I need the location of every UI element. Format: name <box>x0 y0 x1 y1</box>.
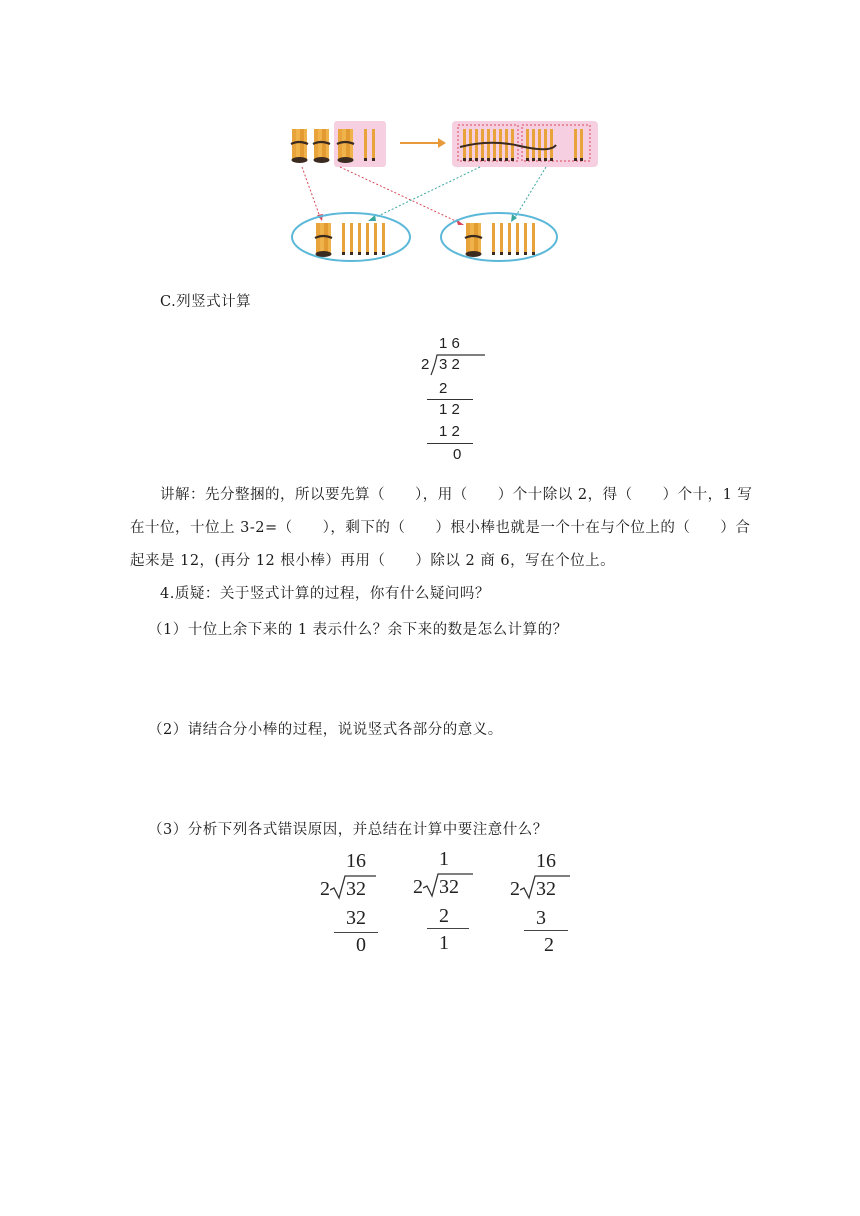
question4-q2: （2）请结合分小棒的过程，说说竖式各部分的意义。 <box>148 722 503 738</box>
question4-q1: （1）十位上余下来的 1 表示什么？余下来的数是怎么计算的？ <box>148 622 568 638</box>
step1: 2 <box>439 380 448 397</box>
question4-title: 4.质疑：关于竖式计算的过程，你有什么疑问吗？ <box>160 586 490 602</box>
error-example-2 <box>413 848 483 958</box>
explanation-line-3: 起来是 12，(再分 12 根小棒）再用（ ）除以 2 商 6，写在个位上。 <box>130 553 616 569</box>
error-remainder: 2 <box>544 934 554 956</box>
explanation-line-2: 在十位，十位上 3-2=（ ），剩下的（ ）根小棒也就是一个十在与个位上的（ ）合 <box>130 520 751 536</box>
divisor: 2 <box>421 356 430 373</box>
error-remainder: 0 <box>356 934 366 956</box>
step3: 1 2 <box>439 423 460 440</box>
error-divisor: 2 <box>413 876 423 898</box>
error-example-1 <box>320 850 390 960</box>
error-quotient: 16 <box>346 850 366 872</box>
bundled-sticks-figure <box>280 115 610 275</box>
dividend: 3 2 <box>439 356 460 373</box>
explanation-line-1: 讲解：先分整捆的，所以要先算（ ），用（ ）个十除以 2，得（ ）个十，1 写 <box>160 487 753 503</box>
error-example-3 <box>510 850 580 960</box>
sticks-diagram-icon <box>280 115 610 275</box>
section-c-heading: C.列竖式计算 <box>160 294 252 310</box>
error-dividend: 32 <box>346 878 366 900</box>
error-quotient: 16 <box>536 850 556 872</box>
error-step: 3 <box>536 907 546 929</box>
step2: 1 2 <box>439 401 460 418</box>
error-remainder: 1 <box>439 932 449 954</box>
long-division <box>415 335 495 465</box>
error-dividend: 32 <box>536 878 556 900</box>
error-divisor: 2 <box>510 878 520 900</box>
error-divisor: 2 <box>320 878 330 900</box>
error-step: 32 <box>346 907 366 929</box>
quotient: 1 6 <box>439 335 460 352</box>
question4-q3: （3）分析下列各式错误原因，并总结在计算中要注意什么？ <box>148 822 548 838</box>
error-quotient: 1 <box>439 848 449 870</box>
remainder: 0 <box>453 446 462 463</box>
error-dividend: 32 <box>439 876 459 898</box>
error-step: 2 <box>439 905 449 927</box>
